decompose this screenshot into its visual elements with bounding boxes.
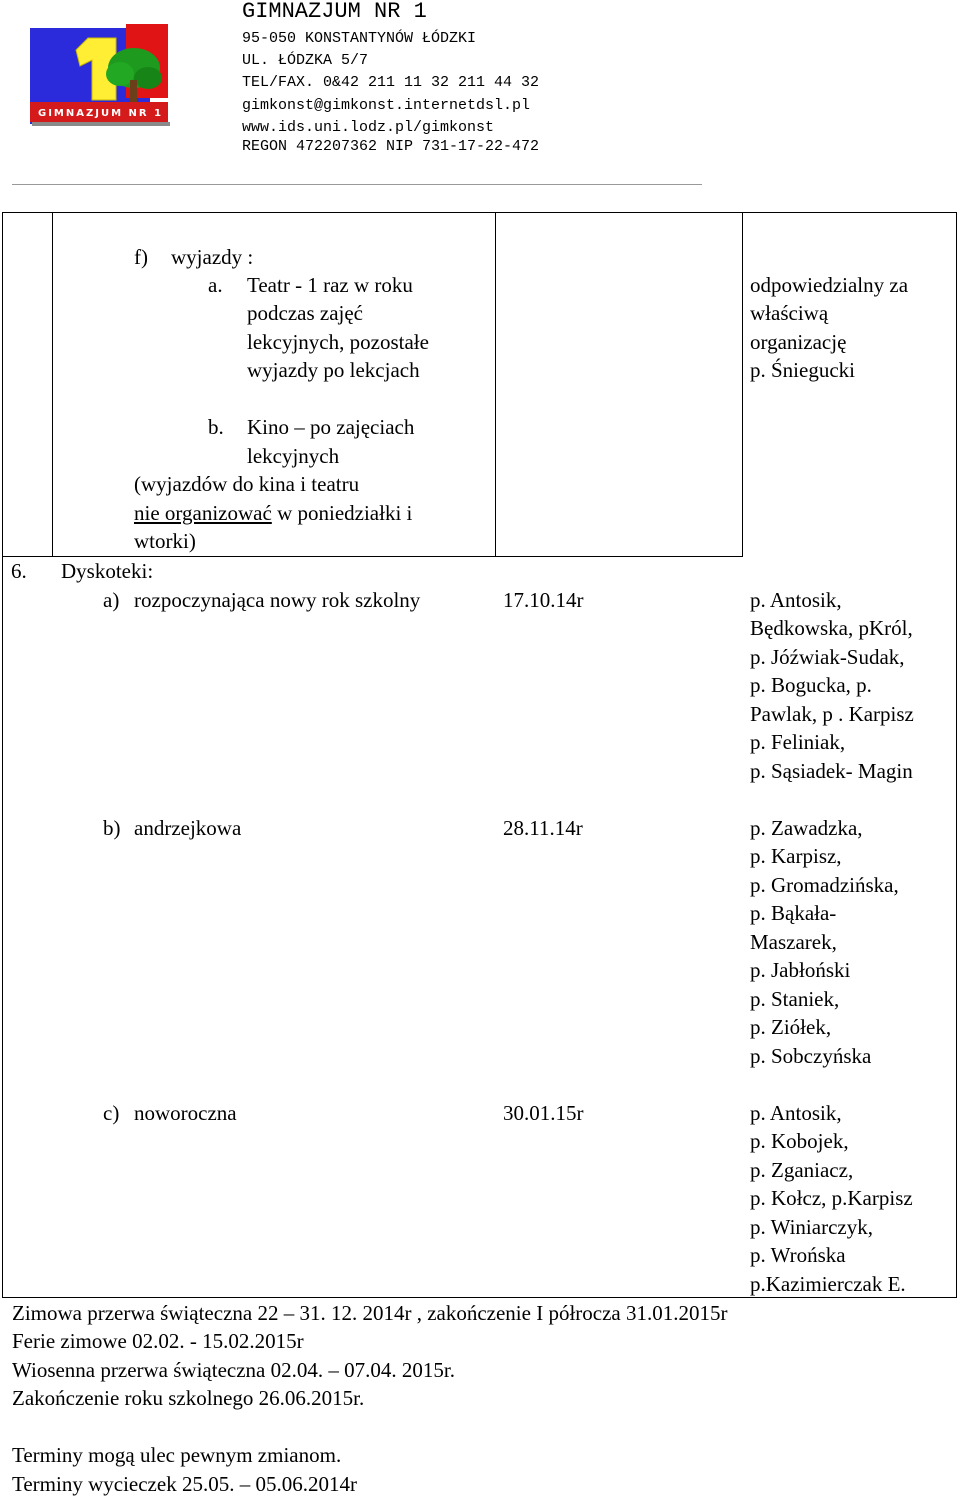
- person: p. Antosik,: [750, 1101, 842, 1125]
- person: p. Jabłoński: [750, 958, 851, 982]
- website-link[interactable]: www.ids.uni.lodz.pl/gimkonst: [242, 119, 495, 136]
- item-line: Teatr - 1 raz w roku: [247, 273, 413, 297]
- col-divider-3: [742, 212, 743, 556]
- responsible-line: odpowiedzialny za: [750, 273, 909, 297]
- table-left-border: [2, 212, 3, 1298]
- responsible-line: organizację: [750, 330, 847, 354]
- spring-break-line: Wiosenna przerwa świąteczna 02.04. – 07.04. 2015r.: [12, 1358, 455, 1382]
- event-marker: c): [103, 1101, 120, 1125]
- winter-break-line: Zimowa przerwa świąteczna 22 – 31. 12. 2014r , zakończenie I półrocza 31.01.2015r: [12, 1301, 728, 1325]
- person: p. Staniek,: [750, 987, 840, 1011]
- responsible-line: właściwą: [750, 301, 829, 325]
- street-line: UL. ŁÓDZKA 5/7: [242, 52, 369, 69]
- section-title: Dyskoteki:: [61, 559, 154, 583]
- person: p. Bogucka, p.: [750, 673, 872, 697]
- table-right-border: [956, 212, 957, 1298]
- item-marker: a.: [208, 273, 223, 297]
- col-divider-1: [52, 212, 53, 556]
- person: p. Zawadzka,: [750, 816, 863, 840]
- notice-line: Terminy mogą ulec pewnym zmianom.: [12, 1443, 342, 1467]
- item-line: wyjazdy po lekcjach: [247, 358, 420, 382]
- event-date: 17.10.14r: [503, 588, 584, 612]
- winter-holidays-line: Ferie zimowe 02.02. - 15.02.2015r: [12, 1329, 304, 1353]
- item-line: [134, 499, 412, 528]
- person: p. Sobczyńska: [750, 1044, 872, 1068]
- person: p. Jóźwiak-Sudak,: [750, 645, 905, 669]
- person: Będkowska, pKról,: [750, 616, 913, 640]
- year-end-line: Zakończenie roku szkolnego 26.06.2015r.: [12, 1386, 365, 1410]
- logo-text: GIMNAZJUM NR 1: [38, 108, 164, 119]
- event-name: rozpoczynająca nowy rok szkolny: [134, 588, 421, 612]
- col-divider-2: [495, 212, 496, 556]
- header-divider: [12, 184, 702, 185]
- underlined-text: nie organizować: [134, 501, 272, 525]
- item-line: lekcyjnych: [247, 444, 340, 468]
- registry-line: REGON 472207362 NIP 731-17-22-472: [242, 138, 540, 155]
- person: p. Wrońska: [750, 1243, 846, 1267]
- item-line: wtorki): [134, 529, 196, 553]
- school-name: GIMNAZJUM NR 1: [242, 0, 427, 24]
- school-logo: [30, 24, 176, 128]
- trips-line: Terminy wycieczek 25.05. – 05.06.2014r: [12, 1472, 357, 1496]
- item-line: Kino – po zajęciach: [247, 415, 415, 439]
- person: Maszarek,: [750, 930, 837, 954]
- table-top-border: [2, 212, 957, 213]
- person: p.Kazimierczak E.: [750, 1272, 906, 1296]
- item-line: podczas zajęć: [247, 301, 364, 325]
- person: p. Zganiacz,: [750, 1158, 854, 1182]
- event-name: andrzejkowa: [134, 816, 242, 840]
- person: p. Ziółek,: [750, 1015, 832, 1039]
- responsible-line: p. Śniegucki: [750, 358, 855, 382]
- item-line-rest: w poniedziałki i: [271, 501, 413, 525]
- person: p. Gromadzińska,: [750, 873, 899, 897]
- person: Pawlak, p . Karpisz: [750, 702, 914, 726]
- section-marker: f): [134, 245, 148, 269]
- phone-line: TEL/FAX. 0&42 211 11 32 211 44 32: [242, 74, 540, 91]
- item-line: lekcyjnych, pozostałe: [247, 330, 429, 354]
- section-number: 6.: [11, 559, 27, 583]
- person: p. Karpisz,: [750, 844, 842, 868]
- person: p. Bąkała-: [750, 901, 837, 925]
- person: p. Sąsiadek- Magin: [750, 759, 913, 783]
- event-marker: a): [103, 588, 120, 612]
- item-line: (wyjazdów do kina i teatru: [134, 472, 360, 496]
- event-marker: b): [103, 816, 121, 840]
- item-marker: b.: [208, 415, 224, 439]
- person: p. Kołcz, p.Karpisz: [750, 1186, 913, 1210]
- address-line: 95-050 KONSTANTYNÓW ŁÓDZKI: [242, 30, 477, 47]
- person: p. Feliniak,: [750, 730, 846, 754]
- event-date: 28.11.14r: [503, 816, 583, 840]
- email-link[interactable]: gimkonst@gimkonst.internetdsl.pl: [242, 97, 531, 114]
- section-title: wyjazdy :: [171, 245, 254, 269]
- person: p. Winiarczyk,: [750, 1215, 873, 1239]
- person: p. Kobojek,: [750, 1129, 849, 1153]
- event-name: noworoczna: [134, 1101, 237, 1125]
- person: p. Antosik,: [750, 588, 842, 612]
- event-date: 30.01.15r: [503, 1101, 584, 1125]
